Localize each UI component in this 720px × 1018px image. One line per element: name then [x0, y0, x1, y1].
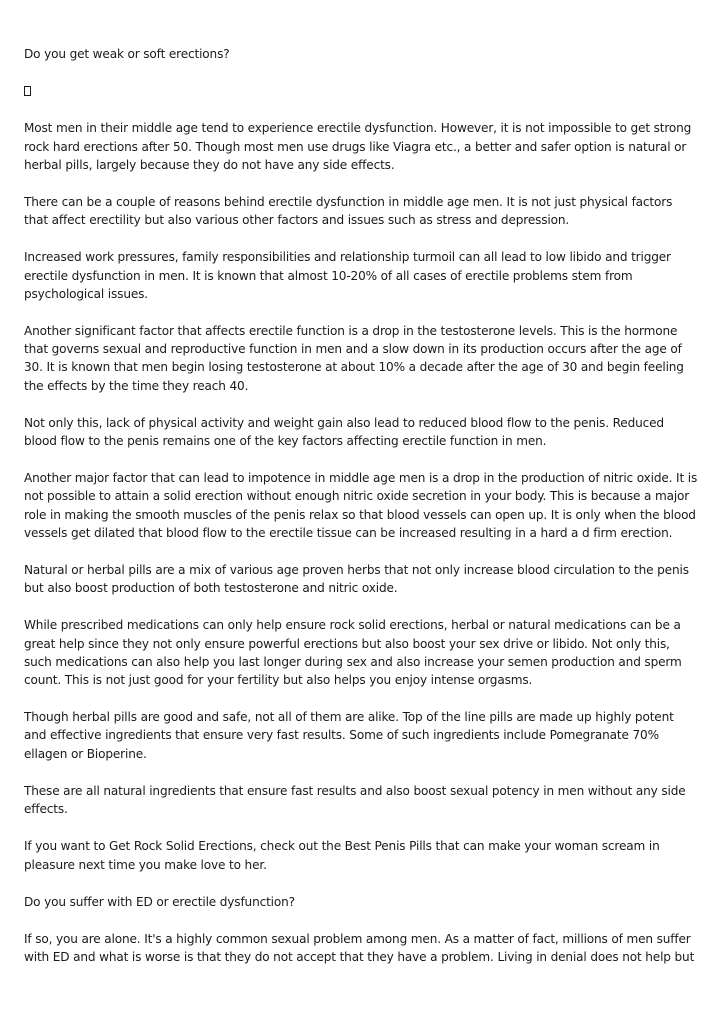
- paragraph: Most men in their middle age tend to experience erectile dysfunction. However, it is not impossible to get strong rock hard erections after 50. Though most men use drugs like Viagra etc., a better and safer option is natural or herbal pills, largely because they do not have any side effects.: [24, 121, 692, 172]
- paragraph: These are all natural ingredients that ensure fast results and also boost sexual potency in men without any side effects.: [24, 783, 686, 817]
- missing-glyph-box-icon: [24, 86, 31, 96]
- paragraph-glyph: [24, 82, 699, 100]
- paragraph: Do you suffer with ED or erectile dysfunction?: [24, 894, 295, 909]
- paragraph: Not only this, lack of physical activity and weight gain also lead to reduced blood flow to the penis. Reduced blood flow to the penis remains one of the key factors affecting erectile function in men.: [24, 415, 664, 449]
- paragraph: While prescribed medications can only help ensure rock solid erections, herbal or natural medications can be a great help since they not only ensure powerful erections but also boost your sex drive or libido. Not only this, such medications can also help you last longer during sex and also increase your semen production and sperm count. This is not just good for your fertility but also helps you enjoy intense orgasms.: [24, 618, 682, 688]
- document-body: [24, 45, 699, 985]
- paragraph: Another significant factor that affects erectile function is a drop in the testosterone levels. This is the hormone that governs sexual and reproductive function in men and a slow down in its production occurs after the age of 30. It is known that men begin losing testosterone at about 10% a decade after the age of 30 and begin feeling the effects by the time they reach 40.: [24, 324, 684, 393]
- paragraph: Another major factor that can lead to impotence in middle age men is a drop in the production of nitric oxide. It is not possible to attain a solid erection without enough nitric oxide secretion in your body. This is because a major role in making the smooth muscles of the penis relax so that blood vessels can open up. It is only when the blood vessels get dilated that blood flow to the erectile tissue can be increased resulting in a hard a d firm erection.: [24, 471, 698, 540]
- paragraph: If so, you are alone. It's a highly common sexual problem among men. As a matter of fact, millions of men suffer with ED and what is worse is that they do not accept that they have a problem. Living in denial does not help but: [24, 931, 695, 965]
- paragraph: There can be a couple of reasons behind erectile dysfunction in middle age men. It is not just physical factors that affect erectility but also various other factors and issues such as stress and depression.: [24, 195, 673, 228]
- paragraph: If you want to Get Rock Solid Erections, check out the Best Penis Pills that can make your woman scream in pleasure next time you make love to her.: [24, 839, 660, 872]
- paragraph: Increased work pressures, family responsibilities and relationship turmoil can all lead to low libido and trigger erectile dysfunction in men. It is known that almost 10-20% of all cases of erectile problems stem from psychological issues.: [24, 250, 671, 301]
- paragraph: Do you get weak or soft erections?: [24, 47, 230, 61]
- paragraph: Though herbal pills are good and safe, not all of them are alike. Top of the line pills are made up highly potent and effective ingredients that ensure very fast results. Some of such ingredients include Pomegranate 70% ellagen or Bioperine.: [24, 710, 674, 761]
- paragraph: Natural or herbal pills are a mix of various age proven herbs that not only increase blood circulation to the penis but also boost production of both testosterone and nitric oxide.: [24, 563, 689, 596]
